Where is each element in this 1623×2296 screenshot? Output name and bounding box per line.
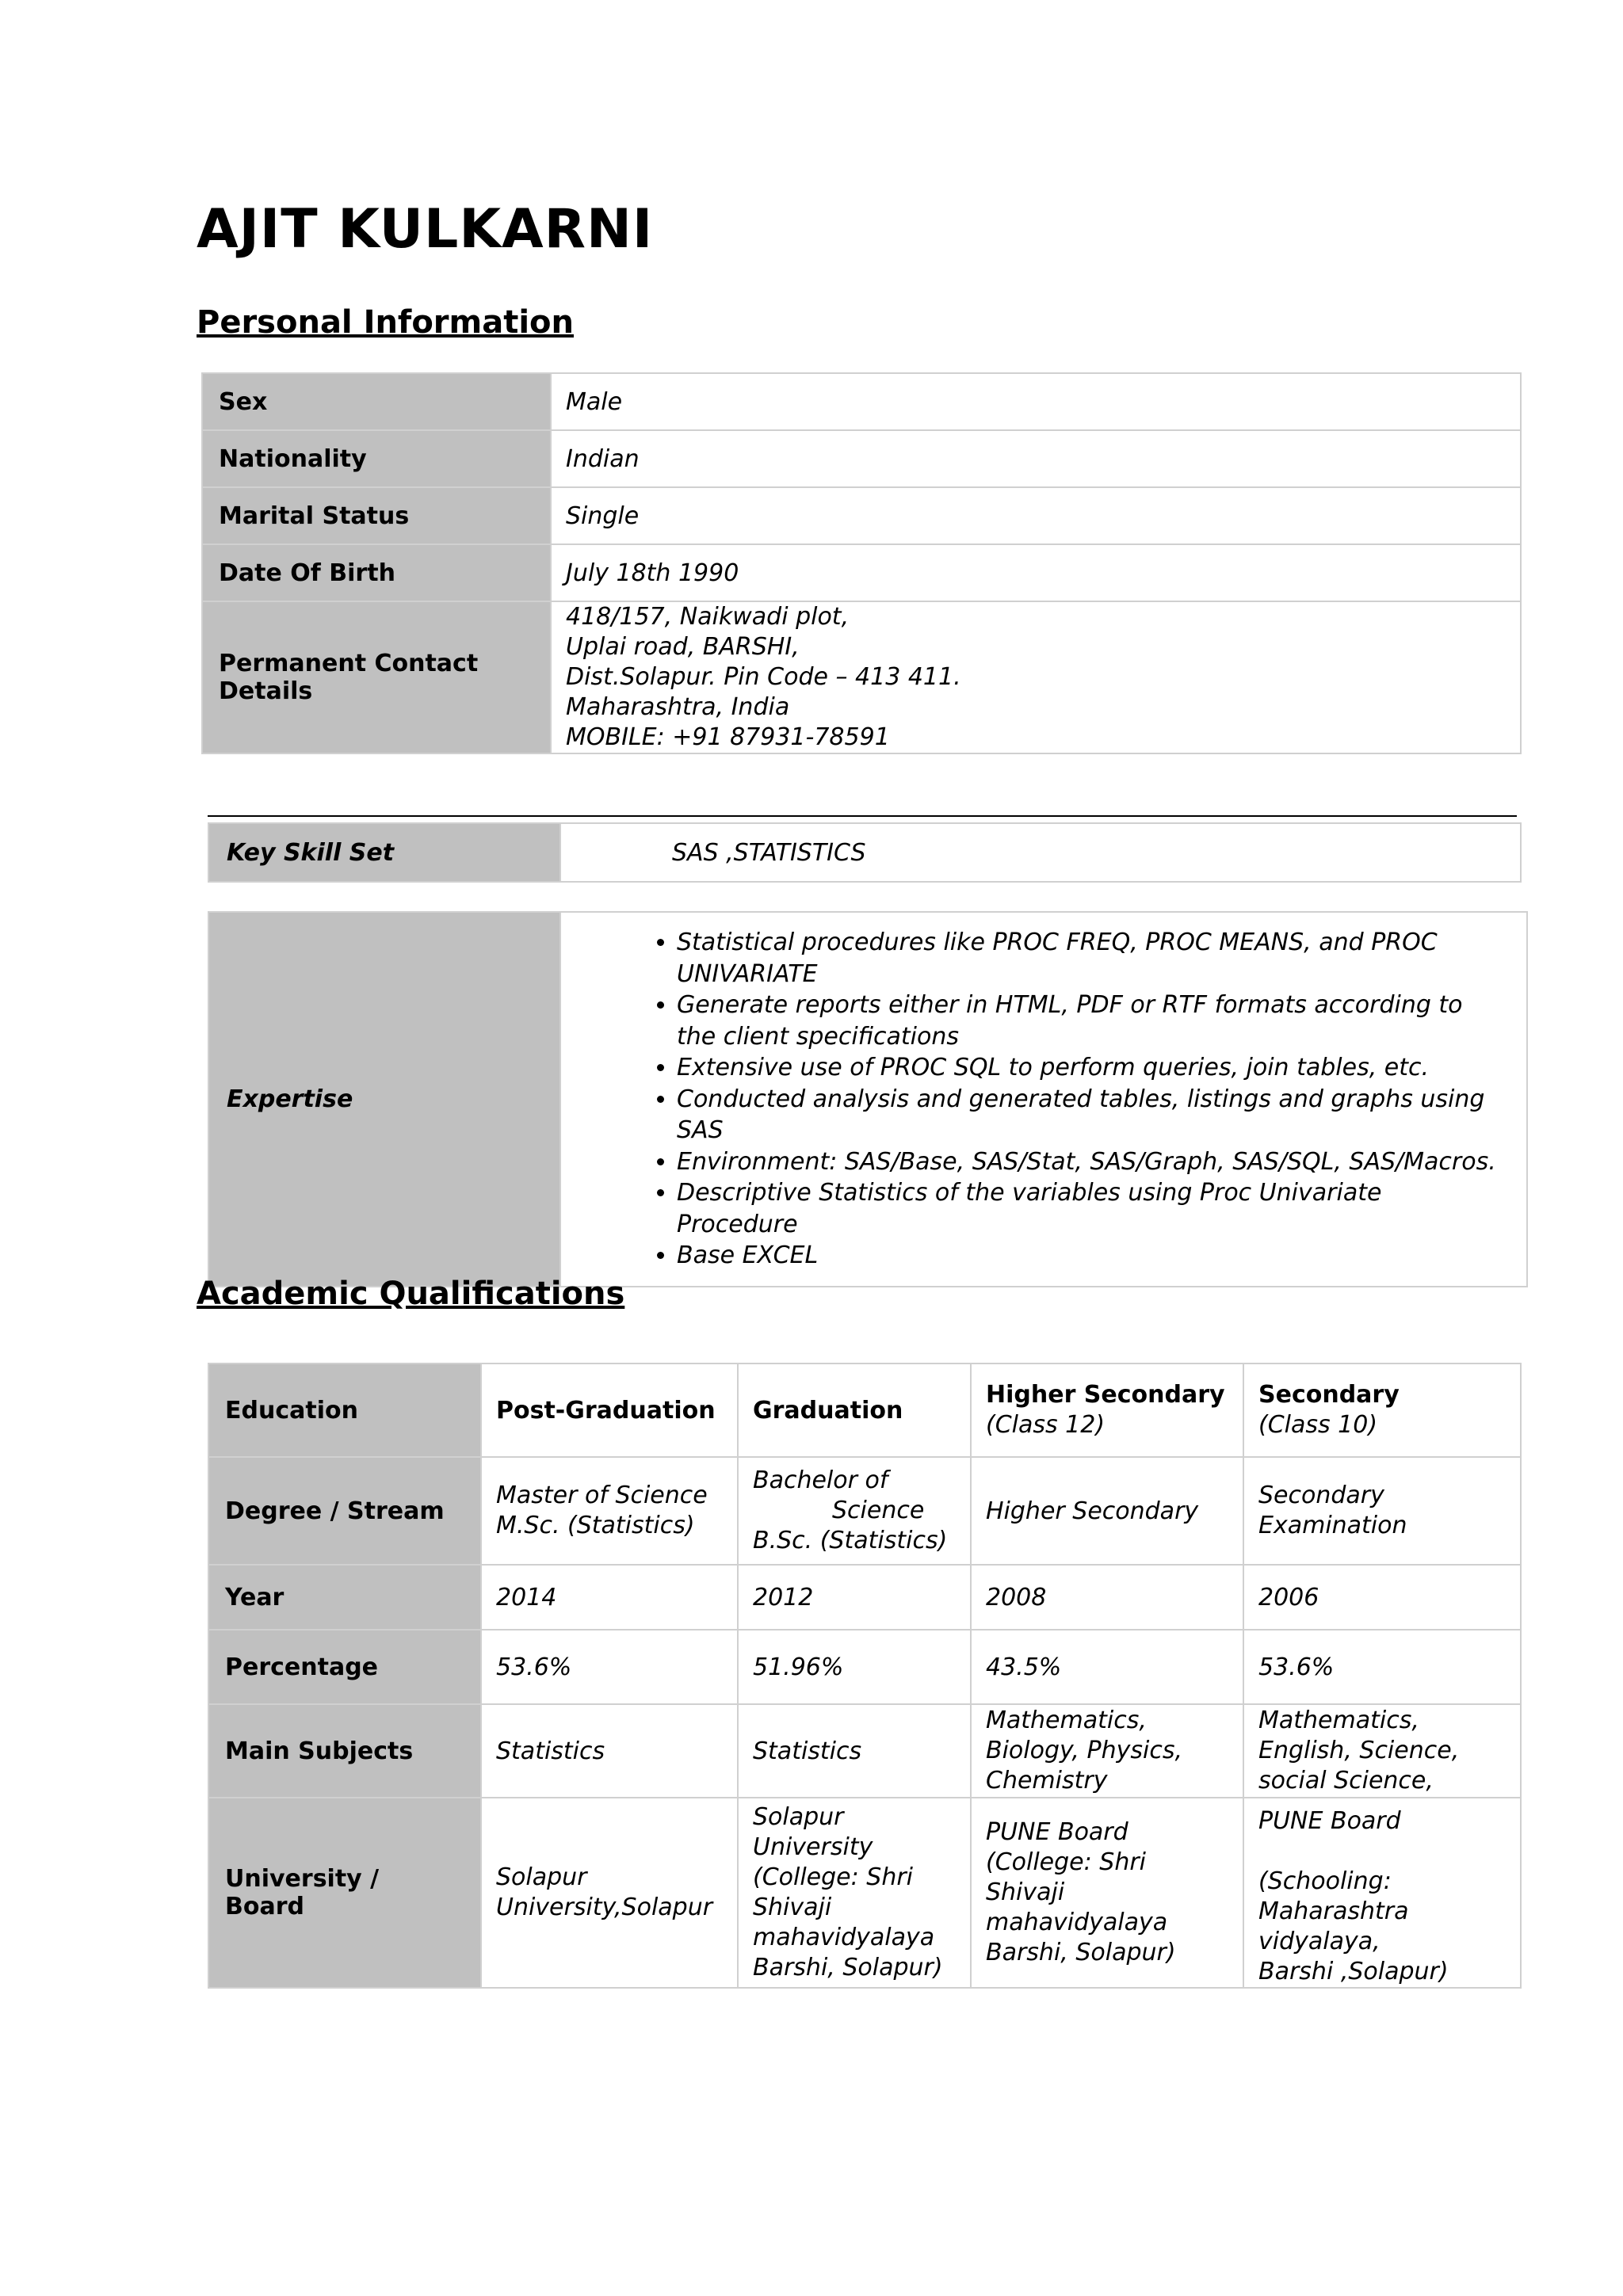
sex-value: Male <box>551 373 1521 430</box>
table-row <box>202 487 1521 544</box>
address-line: Uplai road, BARSHI, <box>566 633 800 661</box>
degree-grad <box>738 1457 971 1565</box>
cell-line: Science <box>832 1497 925 1524</box>
subjects-ssc <box>1243 1704 1521 1798</box>
cell-line: Master of Science <box>496 1482 708 1509</box>
table-row <box>202 544 1521 601</box>
column-subtitle: (Class 10) <box>1258 1411 1378 1439</box>
address-line: Dist.Solapur. Pin Code – 413 411. <box>566 663 961 691</box>
cell-line: mahavidyalaya <box>986 1909 1168 1936</box>
cell-line: mahavidyalaya <box>753 1924 935 1951</box>
university-grad <box>738 1798 971 1988</box>
cell-line: Mathematics, <box>986 1707 1147 1734</box>
contact-label: Permanent Contact Details <box>202 601 551 753</box>
degree-pg <box>481 1457 738 1565</box>
personal-info-table <box>201 372 1522 754</box>
cell-line: social Science, <box>1258 1767 1434 1794</box>
subjects-grad: Statistics <box>738 1704 971 1798</box>
cell-line: Bachelor of <box>753 1466 888 1494</box>
table-row <box>208 1457 1521 1565</box>
percentage-hsc: 43.5% <box>971 1630 1243 1704</box>
personal-info-heading: Personal Information <box>197 304 574 341</box>
cell-line: Barshi ,Solapur) <box>1258 1958 1449 1985</box>
percentage-label: Percentage <box>208 1630 481 1704</box>
table-row <box>208 823 1521 882</box>
column-title: Graduation <box>753 1396 903 1425</box>
column-subtitle: (Class 12) <box>986 1411 1106 1439</box>
table-row <box>208 1363 1521 1457</box>
key-skill-label: Key Skill Set <box>208 823 560 882</box>
cell-line: PUNE Board <box>986 1818 1128 1846</box>
academic-table <box>208 1363 1522 1989</box>
cell-line: B.Sc. (Statistics) <box>753 1527 948 1554</box>
marital-status-label: Marital Status <box>202 487 551 544</box>
marital-status-value: Single <box>551 487 1521 544</box>
column-title: Higher Secondary <box>986 1381 1225 1409</box>
table-row <box>208 1704 1521 1798</box>
dob-label: Date Of Birth <box>202 544 551 601</box>
subjects-pg: Statistics <box>481 1704 738 1798</box>
list-item: • Environment: SAS/Base, SAS/Stat, SAS/Graph, SAS/SQL, SAS/Macros. <box>677 1146 1503 1178</box>
list-item: • Generate reports either in HTML, PDF or RTF formats according to the client specifications <box>677 990 1503 1052</box>
cell-line: Secondary <box>1258 1482 1384 1509</box>
year-label: Year <box>208 1565 481 1630</box>
table-row <box>202 430 1521 487</box>
cell-line: Maharashtra <box>1258 1897 1409 1925</box>
list-item: • Base EXCEL <box>677 1240 1503 1272</box>
column-header <box>971 1363 1243 1457</box>
subjects-label: Main Subjects <box>208 1704 481 1798</box>
cell-line: vidyalaya, <box>1258 1928 1381 1955</box>
table-row <box>208 912 1527 1287</box>
percentage-pg: 53.6% <box>481 1630 738 1704</box>
subjects-hsc <box>971 1704 1243 1798</box>
degree-label: Degree / Stream <box>208 1457 481 1565</box>
percentage-ssc: 53.6% <box>1243 1630 1521 1704</box>
academic-heading: Academic Qualifications <box>197 1276 625 1312</box>
address-line: Maharashtra, India <box>566 693 790 721</box>
cell-line: Examination <box>1258 1512 1407 1539</box>
address-line: 418/157, Naikwadi plot, <box>566 603 850 631</box>
cell-line: Solapur <box>753 1803 844 1831</box>
year-ssc: 2006 <box>1243 1565 1521 1630</box>
year-hsc: 2008 <box>971 1565 1243 1630</box>
table-row <box>202 601 1521 753</box>
table-row <box>202 373 1521 430</box>
divider <box>208 815 1517 817</box>
table-row <box>208 1630 1521 1704</box>
column-title: Secondary <box>1258 1381 1400 1409</box>
cell-line: Biology, Physics, <box>986 1737 1182 1764</box>
list-item: • Conducted analysis and generated tables, listings and graphs using SAS <box>677 1084 1503 1146</box>
contact-value <box>551 601 1521 753</box>
education-label: Education <box>208 1363 481 1457</box>
key-skill-value: SAS ,STATISTICS <box>560 823 1521 882</box>
column-title: Post-Graduation <box>496 1396 716 1425</box>
cell-line: Barshi, Solapur) <box>753 1954 943 1981</box>
mobile-line: MOBILE: +91 87931-78591 <box>566 723 890 751</box>
university-hsc <box>971 1798 1243 1988</box>
column-header <box>738 1363 971 1457</box>
sex-label: Sex <box>202 373 551 430</box>
cell-line: University <box>753 1833 873 1861</box>
cell-line <box>1258 1836 1509 1867</box>
cell-line: Barshi, Solapur) <box>986 1939 1176 1966</box>
percentage-grad: 51.96% <box>738 1630 971 1704</box>
list-item: • Extensive use of PROC SQL to perform queries, join tables, etc. <box>677 1052 1503 1084</box>
cell-line: University,Solapur <box>496 1894 713 1921</box>
year-pg: 2014 <box>481 1565 738 1630</box>
university-pg <box>481 1798 738 1988</box>
cell-line: Solapur <box>496 1863 587 1891</box>
cell-line: (Schooling: <box>1258 1867 1392 1895</box>
cell-line: Chemistry <box>986 1767 1108 1794</box>
table-row <box>208 1565 1521 1630</box>
cell-line: PUNE Board <box>1258 1807 1401 1835</box>
cell-line: (College: Shri <box>753 1863 914 1891</box>
dob-value: July 18th 1990 <box>551 544 1521 601</box>
column-header <box>1243 1363 1521 1457</box>
expertise-list <box>594 927 1503 1272</box>
list-item: • Statistical procedures like PROC FREQ, PROC MEANS, and PROC UNIVARIATE <box>677 927 1503 990</box>
column-header <box>481 1363 738 1457</box>
nationality-label: Nationality <box>202 430 551 487</box>
cell-line: Mathematics, <box>1258 1707 1419 1734</box>
expertise-list-cell <box>560 912 1527 1287</box>
university-label: University / Board <box>208 1798 481 1988</box>
expertise-table <box>208 911 1528 1287</box>
table-row <box>208 1798 1521 1988</box>
degree-hsc: Higher Secondary <box>971 1457 1243 1565</box>
university-ssc <box>1243 1798 1521 1988</box>
year-grad: 2012 <box>738 1565 971 1630</box>
cell-line: Shivaji <box>753 1894 832 1921</box>
list-item: • Descriptive Statistics of the variables using Proc Univariate Procedure <box>677 1177 1503 1240</box>
candidate-name: AJIT KULKARNI <box>197 198 654 261</box>
degree-ssc <box>1243 1457 1521 1565</box>
key-skill-table <box>208 822 1522 883</box>
nationality-value: Indian <box>551 430 1521 487</box>
cell-line: English, Science, <box>1258 1737 1460 1764</box>
cell-line: (College: Shri Shivaji <box>986 1848 1147 1906</box>
cell-line: M.Sc. (Statistics) <box>496 1512 695 1539</box>
expertise-label: Expertise <box>208 912 560 1287</box>
